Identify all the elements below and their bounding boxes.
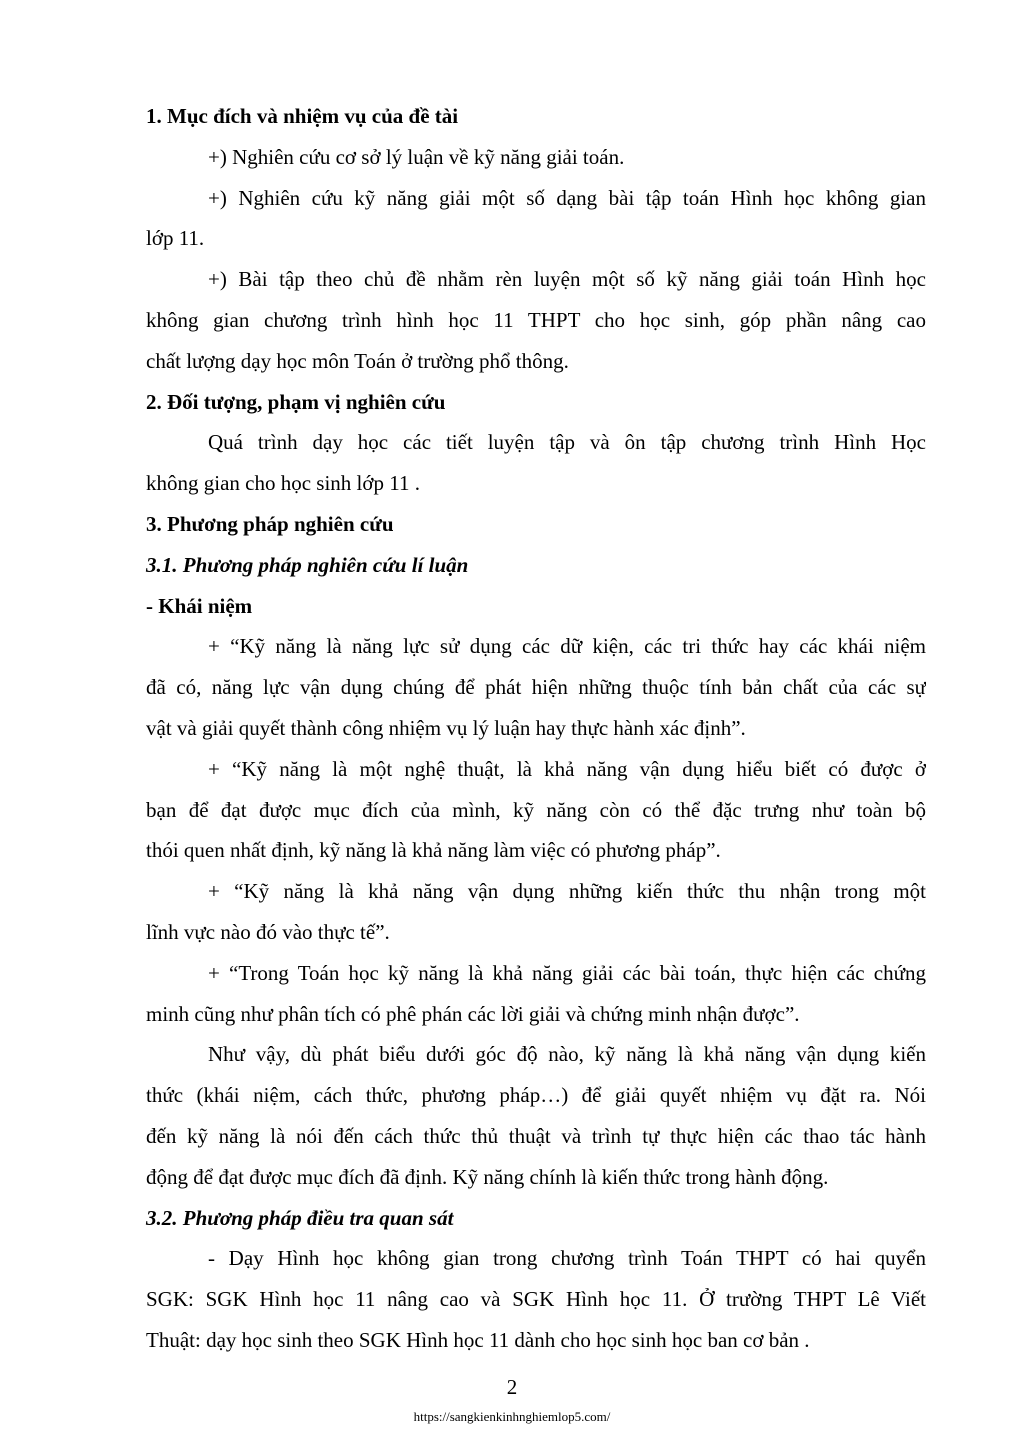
paragraph-line: Như vậy, dù phát biểu dưới góc độ nào, kỹ năng là khả năng vận dụng kiến [208,1042,926,1067]
paragraph-line: - Dạy Hình học không gian trong chương trình Toán THPT có hai quyển [208,1246,926,1271]
paragraph-line: vật và giải quyết thành công nhiệm vụ lý luận hay thực hành xác định”. [146,715,746,740]
paragraph-line: SGK: SGK Hình học 11 nâng cao và SGK Hình học 11. Ở trường THPT Lê Viết [146,1287,926,1312]
section-heading: - Khái niệm [146,593,253,618]
paragraph-line: thức (khái niệm, cách thức, phương pháp…) để giải quyết nhiệm vụ đặt ra. Nói [146,1083,926,1108]
paragraph-line: + “Kỹ năng là một nghệ thuật, là khả năng vận dụng hiểu biết có được ở [208,756,926,781]
paragraph-line: đến kỹ năng là nói đến cách thức thủ thuật và trình tự thực hiện các thao tác hành [146,1123,926,1148]
paragraph-line: chất lượng dạy học môn Toán ở trường phổ thông. [146,348,569,373]
subsection-heading: 3.2. Phương pháp điều tra quan sát [146,1205,454,1230]
paragraph-line: động để đạt được mục đích đã định. Kỹ năng chính là kiến thức trong hành động. [146,1164,829,1189]
paragraph-line: +) Nghiên cứu cơ sở lý luận về kỹ năng giải toán. [208,144,625,169]
paragraph-line: Quá trình dạy học các tiết luyện tập và ôn tập chương trình Hình Học [208,430,926,455]
paragraph-line: đã có, năng lực vận dụng chúng để phát hiện những thuộc tính bản chất của các sự [146,675,926,700]
section-heading: 1. Mục đích và nhiệm vụ của đề tài [146,104,459,128]
footer-url[interactable]: https://sangkienkinhnghiemlop5.com/ [413,1409,611,1424]
paragraph-line: +) Bài tập theo chủ đề nhằm rèn luyện một số kỹ năng giải toán Hình học [208,267,926,292]
paragraph-line: thói quen nhất định, kỹ năng là khả năng làm việc có phương pháp”. [146,838,721,863]
subsection-heading: 3.1. Phương pháp nghiên cứu lí luận [146,552,469,577]
paragraph-line: không gian chương trình hình học 11 THPT cho học sinh, góp phần nâng cao [146,307,926,332]
paragraph-line: + “Kỹ năng là khả năng vận dụng những kiến thức thu nhận trong một [208,879,926,904]
paragraph-line: + “Trong Toán học kỹ năng là khả năng giải các bài toán, thực hiện các chứng [208,960,926,985]
document-body [146,96,926,1361]
page-number: 2 [506,1375,518,1399]
paragraph-line: lớp 11. [146,226,205,251]
section-heading: 3. Phương pháp nghiên cứu [146,511,394,536]
paragraph-line: Thuật: dạy học sinh theo SGK Hình học 11 dành cho học sinh học ban cơ bản . [146,1327,810,1352]
paragraph-line: minh cũng như phân tích có phê phán các lời giải và chứng minh nhận được”. [146,1001,800,1026]
paragraph-line: lĩnh vực nào đó vào thực tế”. [146,919,390,944]
section-heading: 2. Đối tượng, phạm vị nghiên cứu [146,389,446,414]
paragraph-line: + “Kỹ năng là năng lực sử dụng các dữ kiện, các tri thức hay các khái niệm [208,634,926,659]
paragraph-line: +) Nghiên cứu kỹ năng giải một số dạng bài tập toán Hình học không gian [208,185,926,210]
paragraph-line: bạn để đạt được mục đích của mình, kỹ năng còn có thể đặc trưng như toàn bộ [146,797,926,822]
paragraph-line: không gian cho học sinh lớp 11 . [146,471,420,496]
